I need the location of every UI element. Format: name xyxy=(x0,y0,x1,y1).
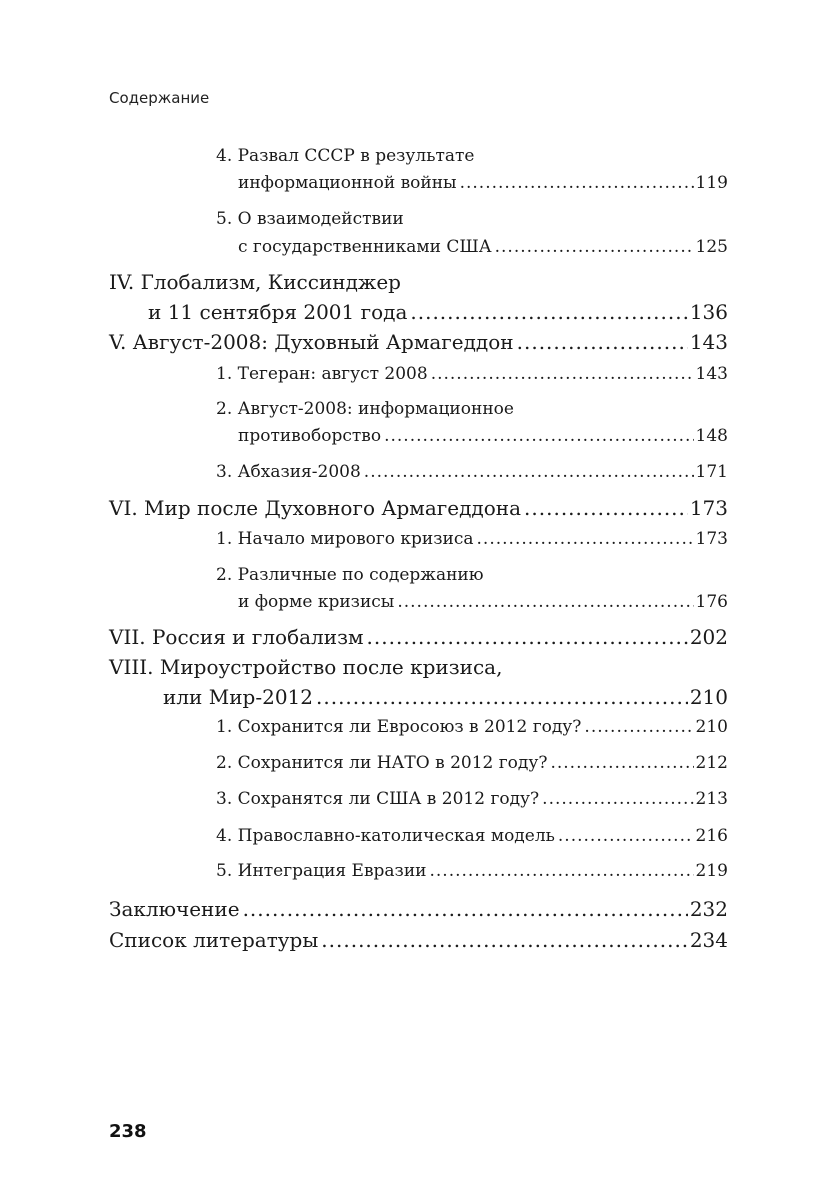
toc-page-number: 234 xyxy=(689,928,728,952)
dot-leader xyxy=(517,330,688,354)
toc-page-number: 213 xyxy=(695,789,728,809)
running-head: Содержание xyxy=(109,89,210,107)
toc-entry-title: и форме кризисы xyxy=(238,592,395,612)
toc-entry-5-2 xyxy=(238,426,728,446)
dot-leader xyxy=(367,625,688,649)
toc-chapter-4-line1: IV. Глобализм, Киссинджер xyxy=(109,270,401,294)
dot-leader xyxy=(397,592,693,612)
toc-entry-3-4-line1: 4. Развал СССР в результате xyxy=(216,146,475,166)
toc-page-number: 219 xyxy=(695,861,728,881)
toc-entry-8-4 xyxy=(216,826,728,846)
dot-leader xyxy=(524,496,688,520)
toc-entry-title: VII. Россия и глобализм xyxy=(109,625,364,649)
toc-entry-title: 4. Православно-католическая модель xyxy=(216,826,555,846)
toc-page-number: 125 xyxy=(695,237,728,257)
toc-page-number: 216 xyxy=(695,826,728,846)
toc-entry-3-4 xyxy=(238,173,728,193)
toc-bibliography xyxy=(109,928,728,952)
toc-page-number: 173 xyxy=(695,529,728,549)
toc-chapter-6 xyxy=(109,496,728,520)
toc-page-number: 210 xyxy=(695,717,728,737)
dot-leader xyxy=(364,462,694,482)
toc-chapter-8-line1: VIII. Мироустройство после кризиса, xyxy=(109,655,503,679)
dot-leader xyxy=(243,897,688,921)
toc-entry-title: 1. Тегеран: август 2008 xyxy=(216,364,428,384)
toc-chapter-8 xyxy=(163,685,728,709)
toc-page-number: 212 xyxy=(695,753,728,773)
toc-entry-5-3 xyxy=(216,462,728,482)
toc-entry-title: 2. Сохранится ли НАТО в 2012 году? xyxy=(216,753,548,773)
toc-page-number: 136 xyxy=(689,300,728,324)
toc-chapter-5 xyxy=(109,330,728,354)
toc-entry-6-1 xyxy=(216,529,728,549)
dot-leader xyxy=(316,685,688,709)
toc-entry-8-5 xyxy=(216,861,728,881)
dot-leader xyxy=(550,753,693,773)
toc-entry-3-5-line1: 5. О взаимодействии xyxy=(216,209,404,229)
toc-page-number: 173 xyxy=(689,496,728,520)
toc-entry-title: Заключение xyxy=(109,897,240,921)
toc-entry-title: VI. Мир после Духовного Армагеддона xyxy=(109,496,522,520)
toc-page-number: 210 xyxy=(689,685,728,709)
toc-entry-8-3 xyxy=(216,789,728,809)
dot-leader xyxy=(558,826,694,846)
dot-leader xyxy=(460,173,694,193)
dot-leader xyxy=(495,237,694,257)
toc-entry-8-1 xyxy=(216,717,728,737)
toc-entry-title: 5. Интеграция Евразии xyxy=(216,861,427,881)
toc-page-number: 176 xyxy=(695,592,728,612)
toc-entry-6-2 xyxy=(238,592,728,612)
dot-leader xyxy=(477,529,694,549)
toc-entry-5-1 xyxy=(216,364,728,384)
dot-leader xyxy=(542,789,693,809)
dot-leader xyxy=(584,717,693,737)
toc-page-number: 171 xyxy=(695,462,728,482)
dot-leader xyxy=(410,300,687,324)
toc-page-number: 143 xyxy=(695,364,728,384)
toc-entry-title: 1. Начало мирового кризиса xyxy=(216,529,474,549)
toc-entry-6-2-line1: 2. Различные по содержанию xyxy=(216,565,484,585)
toc-conclusion xyxy=(109,897,728,921)
toc-entry-3-5 xyxy=(238,237,728,257)
page-number: 238 xyxy=(109,1121,147,1142)
dot-leader xyxy=(321,928,688,952)
toc-page-number: 143 xyxy=(689,330,728,354)
toc-entry-title: 1. Сохранится ли Евросоюз в 2012 году? xyxy=(216,717,582,737)
toc-page-number: 232 xyxy=(689,897,728,921)
toc-entry-title: противоборство xyxy=(238,426,382,446)
toc-chapter-4 xyxy=(148,300,728,324)
toc-entry-title: 3. Сохранятся ли США в 2012 году? xyxy=(216,789,540,809)
toc-entry-title: 3. Абхазия-2008 xyxy=(216,462,361,482)
toc-entry-title: информационной войны xyxy=(238,173,457,193)
dot-leader xyxy=(384,426,693,446)
toc-entry-8-2 xyxy=(216,753,728,773)
dot-leader xyxy=(430,861,694,881)
dot-leader xyxy=(431,364,694,384)
toc-page-number: 119 xyxy=(695,173,728,193)
toc-entry-5-2-line1: 2. Август-2008: информационное xyxy=(216,399,514,419)
toc-page-number: 148 xyxy=(695,426,728,446)
toc-page-number: 202 xyxy=(689,625,728,649)
toc-entry-title: и 11 сентября 2001 года xyxy=(148,300,408,324)
toc-chapter-7 xyxy=(109,625,728,649)
toc-entry-title: или Мир-2012 xyxy=(163,685,313,709)
toc-entry-title: Список литературы xyxy=(109,928,319,952)
toc-entry-title: V. Август-2008: Духовный Армагеддон xyxy=(109,330,514,354)
toc-entry-title: с государственниками США xyxy=(238,237,492,257)
